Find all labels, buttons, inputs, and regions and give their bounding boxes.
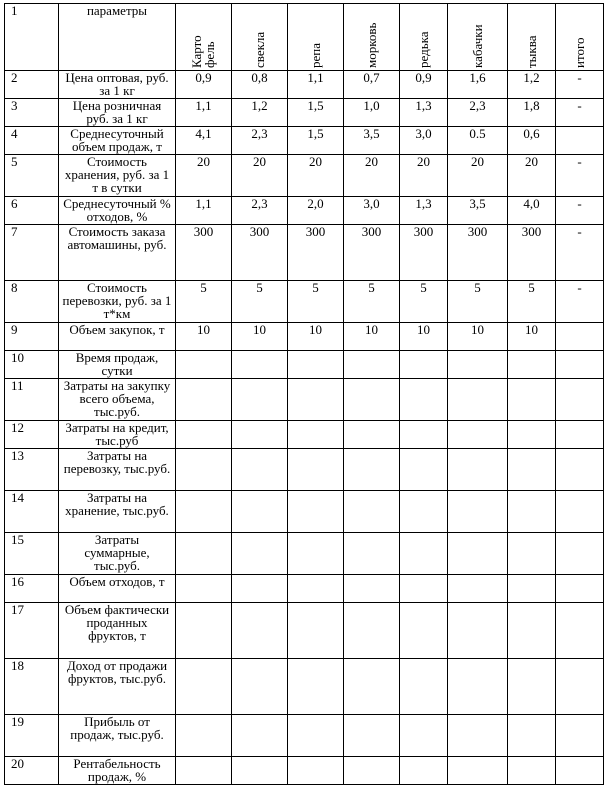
value-cell xyxy=(176,575,232,603)
value-cell: - xyxy=(556,99,604,127)
value-cell: 20 xyxy=(232,155,288,197)
value-cell: 10 xyxy=(176,323,232,351)
table-row xyxy=(5,155,604,197)
value-cell: 5 xyxy=(288,281,344,323)
row-number: 11 xyxy=(5,379,59,421)
row-parameter: Затраты на кредит, тыс.руб xyxy=(59,421,176,449)
value-cell xyxy=(232,449,288,491)
value-cell: 1,6 xyxy=(448,71,508,99)
value-cell: 20 xyxy=(448,155,508,197)
row-parameter: Среднесуточный % отходов, % xyxy=(59,197,176,225)
value-cell xyxy=(232,715,288,757)
value-cell xyxy=(448,449,508,491)
row-parameter: Цена оптовая, руб. за 1 кг xyxy=(59,71,176,99)
value-cell: 1,2 xyxy=(232,99,288,127)
value-cell: 0,9 xyxy=(176,71,232,99)
value-cell: 20 xyxy=(344,155,400,197)
row-number: 18 xyxy=(5,659,59,715)
value-cell xyxy=(288,533,344,575)
value-cell xyxy=(176,757,232,785)
value-cell xyxy=(344,533,400,575)
value-cell xyxy=(556,127,604,155)
value-cell: - xyxy=(556,197,604,225)
value-cell: 5 xyxy=(232,281,288,323)
value-cell: 10 xyxy=(232,323,288,351)
value-cell xyxy=(288,575,344,603)
value-cell xyxy=(556,379,604,421)
value-cell: 1,1 xyxy=(176,99,232,127)
value-cell xyxy=(176,379,232,421)
value-cell xyxy=(400,715,448,757)
value-cell: 20 xyxy=(508,155,556,197)
value-cell: 2,3 xyxy=(232,197,288,225)
value-cell xyxy=(344,449,400,491)
row-number: 17 xyxy=(5,603,59,659)
column-header: репа xyxy=(288,4,344,71)
row-parameter: Объем фактически проданных фруктов, т xyxy=(59,603,176,659)
column-header: морковь xyxy=(344,4,400,71)
value-cell: 10 xyxy=(508,323,556,351)
value-cell xyxy=(508,533,556,575)
value-cell xyxy=(448,757,508,785)
value-cell xyxy=(448,491,508,533)
value-cell: 20 xyxy=(400,155,448,197)
value-cell xyxy=(232,351,288,379)
value-cell: 3,0 xyxy=(400,127,448,155)
value-cell xyxy=(344,351,400,379)
value-cell: 1,5 xyxy=(288,99,344,127)
row-parameter: Цена розничная руб. за 1 кг xyxy=(59,99,176,127)
column-header: кабачки xyxy=(448,4,508,71)
value-cell: 20 xyxy=(288,155,344,197)
value-cell xyxy=(556,603,604,659)
value-cell: 300 xyxy=(508,225,556,281)
column-header: итого xyxy=(556,4,604,71)
value-cell xyxy=(344,491,400,533)
row-number: 15 xyxy=(5,533,59,575)
value-cell xyxy=(508,421,556,449)
value-cell xyxy=(508,449,556,491)
value-cell xyxy=(556,659,604,715)
column-header: Карто фель xyxy=(176,4,232,71)
value-cell xyxy=(448,603,508,659)
value-cell xyxy=(556,351,604,379)
value-cell: 3,5 xyxy=(344,127,400,155)
value-cell: 3,5 xyxy=(448,197,508,225)
value-cell: 1,0 xyxy=(344,99,400,127)
table-row xyxy=(5,379,604,421)
table-row xyxy=(5,99,604,127)
value-cell: - xyxy=(556,155,604,197)
value-cell xyxy=(344,603,400,659)
value-cell xyxy=(288,603,344,659)
value-cell xyxy=(508,603,556,659)
value-cell xyxy=(508,575,556,603)
value-cell xyxy=(232,379,288,421)
value-cell xyxy=(176,449,232,491)
row-parameter: Стоимость хранения, руб. за 1 т в сутки xyxy=(59,155,176,197)
row-number: 14 xyxy=(5,491,59,533)
row-number: 2 xyxy=(5,71,59,99)
value-cell: 300 xyxy=(232,225,288,281)
value-cell xyxy=(344,757,400,785)
value-cell xyxy=(448,533,508,575)
table-row xyxy=(5,603,604,659)
row-number: 12 xyxy=(5,421,59,449)
row-parameter: Стоимость перевозки, руб. за 1 т*км xyxy=(59,281,176,323)
value-cell: 300 xyxy=(288,225,344,281)
row-number: 19 xyxy=(5,715,59,757)
value-cell xyxy=(556,449,604,491)
value-cell: 10 xyxy=(288,323,344,351)
table-row xyxy=(5,449,604,491)
value-cell xyxy=(344,421,400,449)
row-parameter: Среднесуточный объем продаж, т xyxy=(59,127,176,155)
value-cell xyxy=(232,575,288,603)
value-cell: 300 xyxy=(344,225,400,281)
value-cell xyxy=(556,575,604,603)
value-cell xyxy=(556,533,604,575)
value-cell: 300 xyxy=(176,225,232,281)
value-cell: 0,7 xyxy=(344,71,400,99)
value-cell xyxy=(400,449,448,491)
value-cell xyxy=(508,379,556,421)
row-parameter: Затраты на хранение, тыс.руб. xyxy=(59,491,176,533)
table-row xyxy=(5,757,604,785)
value-cell: - xyxy=(556,71,604,99)
value-cell xyxy=(288,351,344,379)
value-cell: 4,0 xyxy=(508,197,556,225)
table-row xyxy=(5,421,604,449)
value-cell xyxy=(400,575,448,603)
value-cell: 10 xyxy=(344,323,400,351)
value-cell: 300 xyxy=(400,225,448,281)
column-header: свекла xyxy=(232,4,288,71)
value-cell xyxy=(400,603,448,659)
value-cell xyxy=(176,715,232,757)
row-number: 16 xyxy=(5,575,59,603)
table-row xyxy=(5,281,604,323)
value-cell: 1,1 xyxy=(176,197,232,225)
value-cell xyxy=(508,715,556,757)
value-cell: 0,9 xyxy=(400,71,448,99)
row-parameter: Объем закупок, т xyxy=(59,323,176,351)
value-cell xyxy=(556,421,604,449)
value-cell xyxy=(232,757,288,785)
table-row xyxy=(5,197,604,225)
value-cell xyxy=(288,757,344,785)
table-row xyxy=(5,225,604,281)
row-parameter: Стоимость заказа автомашины, руб. xyxy=(59,225,176,281)
row-parameter: Прибыль от продаж, тыс.руб. xyxy=(59,715,176,757)
value-cell: 300 xyxy=(448,225,508,281)
value-cell: 1,5 xyxy=(288,127,344,155)
value-cell xyxy=(232,421,288,449)
header-param: параметры xyxy=(59,4,176,71)
value-cell xyxy=(232,603,288,659)
value-cell xyxy=(400,757,448,785)
value-cell xyxy=(344,379,400,421)
value-cell xyxy=(448,575,508,603)
row-number: 4 xyxy=(5,127,59,155)
value-cell xyxy=(448,659,508,715)
value-cell xyxy=(400,379,448,421)
value-cell xyxy=(176,659,232,715)
value-cell: 5 xyxy=(344,281,400,323)
value-cell xyxy=(232,533,288,575)
value-cell xyxy=(176,421,232,449)
value-cell: 10 xyxy=(448,323,508,351)
row-number: 9 xyxy=(5,323,59,351)
value-cell xyxy=(508,491,556,533)
value-cell: - xyxy=(556,281,604,323)
value-cell xyxy=(556,715,604,757)
value-cell: 2,0 xyxy=(288,197,344,225)
value-cell: 5 xyxy=(448,281,508,323)
row-number: 8 xyxy=(5,281,59,323)
table-row xyxy=(5,351,604,379)
value-cell xyxy=(556,323,604,351)
value-cell xyxy=(288,715,344,757)
table-row xyxy=(5,323,604,351)
value-cell xyxy=(508,351,556,379)
row-parameter: Доход от продажи фруктов, тыс.руб. xyxy=(59,659,176,715)
value-cell xyxy=(176,533,232,575)
value-cell: 5 xyxy=(400,281,448,323)
value-cell: 3,0 xyxy=(344,197,400,225)
value-cell xyxy=(288,659,344,715)
value-cell xyxy=(400,659,448,715)
table-row xyxy=(5,71,604,99)
value-cell xyxy=(176,351,232,379)
value-cell: 0,6 xyxy=(508,127,556,155)
value-cell: 2,3 xyxy=(232,127,288,155)
row-parameter: Объем отходов, т xyxy=(59,575,176,603)
value-cell xyxy=(508,757,556,785)
header-num: 1 xyxy=(5,4,59,71)
value-cell: 1,3 xyxy=(400,197,448,225)
table-row xyxy=(5,127,604,155)
row-number: 5 xyxy=(5,155,59,197)
row-parameter: Рентабельность продаж, % xyxy=(59,757,176,785)
value-cell: 2,3 xyxy=(448,99,508,127)
value-cell xyxy=(288,491,344,533)
parameters-table xyxy=(4,3,604,785)
row-number: 3 xyxy=(5,99,59,127)
value-cell: 1,2 xyxy=(508,71,556,99)
value-cell xyxy=(448,351,508,379)
row-parameter: Затраты на перевозку, тыс.руб. xyxy=(59,449,176,491)
value-cell xyxy=(448,379,508,421)
header-row xyxy=(5,4,604,71)
table-row xyxy=(5,715,604,757)
value-cell xyxy=(508,659,556,715)
value-cell: 5 xyxy=(176,281,232,323)
value-cell xyxy=(400,351,448,379)
value-cell: 0.5 xyxy=(448,127,508,155)
value-cell: - xyxy=(556,225,604,281)
row-number: 13 xyxy=(5,449,59,491)
row-number: 6 xyxy=(5,197,59,225)
row-parameter: Затраты на закупку всего объема, тыс.руб. xyxy=(59,379,176,421)
column-header: редька xyxy=(400,4,448,71)
value-cell: 1,8 xyxy=(508,99,556,127)
value-cell xyxy=(344,715,400,757)
value-cell xyxy=(448,421,508,449)
row-number: 7 xyxy=(5,225,59,281)
column-header: тыква xyxy=(508,4,556,71)
row-parameter: Затраты суммарные, тыс.руб. xyxy=(59,533,176,575)
value-cell xyxy=(176,491,232,533)
value-cell xyxy=(556,757,604,785)
value-cell: 10 xyxy=(400,323,448,351)
value-cell: 20 xyxy=(176,155,232,197)
value-cell: 1,3 xyxy=(400,99,448,127)
value-cell xyxy=(288,379,344,421)
value-cell xyxy=(232,491,288,533)
value-cell xyxy=(176,603,232,659)
value-cell xyxy=(400,491,448,533)
table-row xyxy=(5,575,604,603)
row-parameter: Время продаж, сутки xyxy=(59,351,176,379)
value-cell xyxy=(448,715,508,757)
table-row xyxy=(5,533,604,575)
value-cell xyxy=(232,659,288,715)
value-cell: 5 xyxy=(508,281,556,323)
row-number: 20 xyxy=(5,757,59,785)
value-cell xyxy=(556,491,604,533)
value-cell: 4,1 xyxy=(176,127,232,155)
row-number: 10 xyxy=(5,351,59,379)
value-cell xyxy=(400,533,448,575)
value-cell: 1,1 xyxy=(288,71,344,99)
value-cell xyxy=(344,659,400,715)
table-row xyxy=(5,659,604,715)
value-cell xyxy=(400,421,448,449)
value-cell xyxy=(288,421,344,449)
value-cell xyxy=(288,449,344,491)
value-cell xyxy=(344,575,400,603)
table-row xyxy=(5,491,604,533)
value-cell: 0,8 xyxy=(232,71,288,99)
